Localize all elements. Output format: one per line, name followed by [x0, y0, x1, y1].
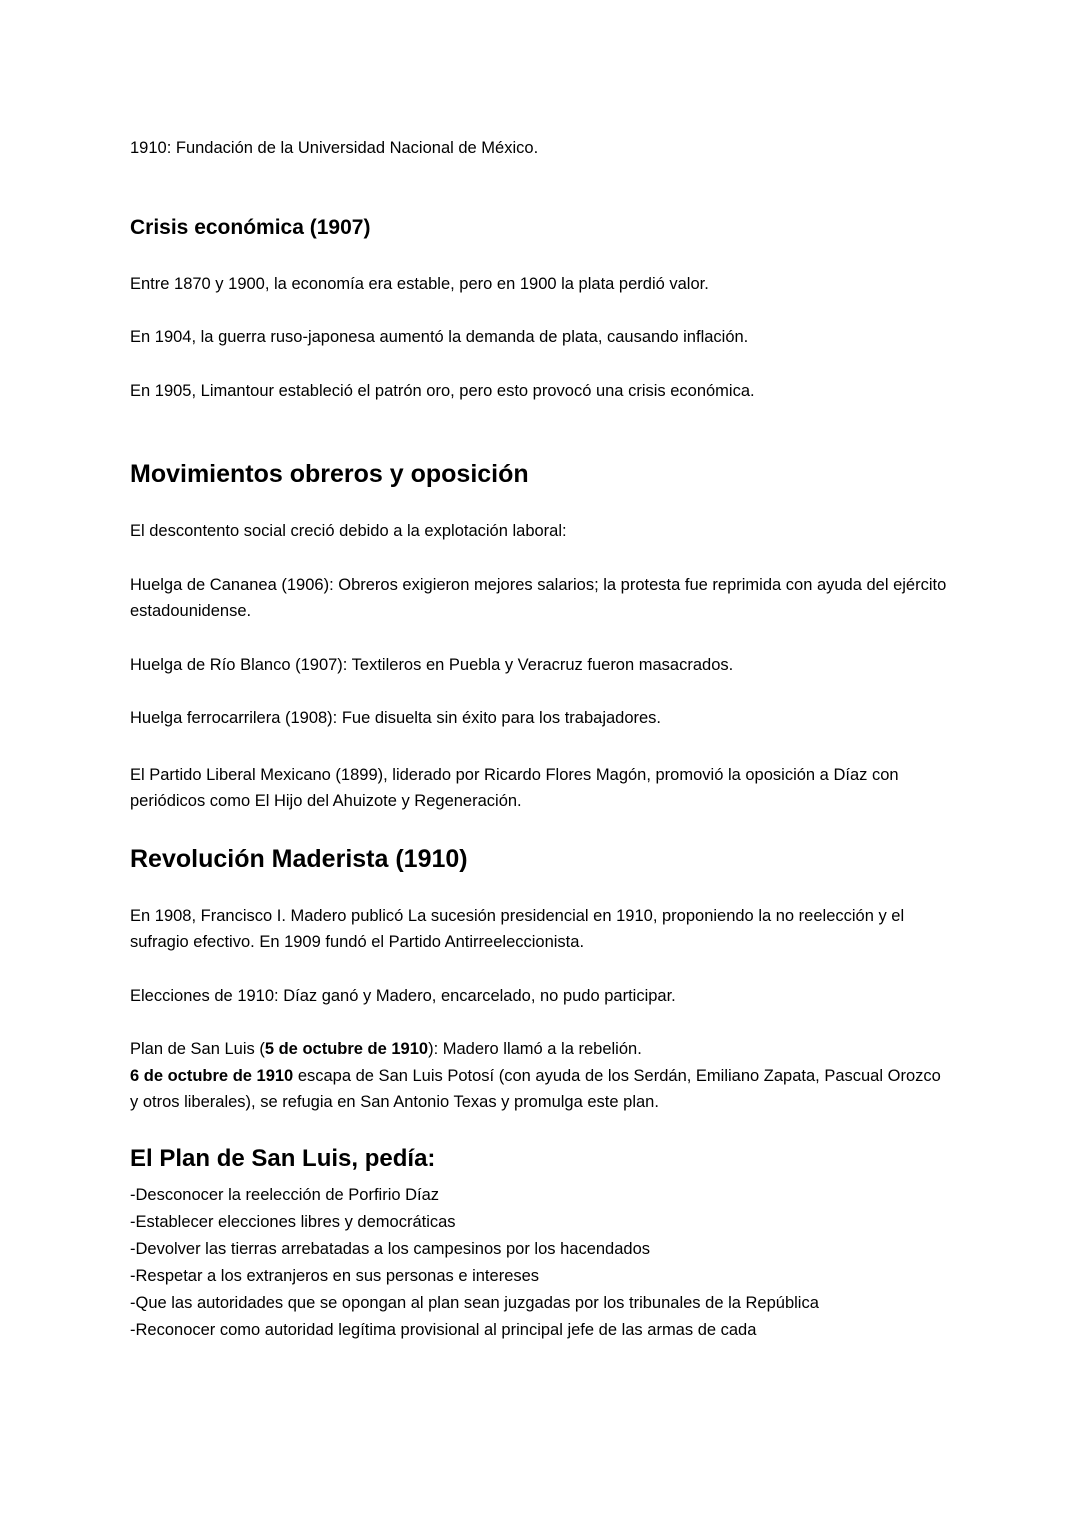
- heading-revolucion-maderista: Revolución Maderista (1910): [130, 844, 468, 873]
- text-segment: ): Madero llamó a la rebelión.: [428, 1040, 642, 1058]
- text-segment: Plan de San Luis (: [130, 1040, 265, 1058]
- list-item-desconocer-reeleccion: -Desconocer la reelección de Porfirio Díaz: [130, 1185, 440, 1204]
- heading-movimientos-obreros: Movimientos obreros y oposición: [130, 460, 529, 488]
- list-item-autoridades-juzgadas: -Que las autoridades que se opongan al plan sean juzgadas por los tribunales de la República: [130, 1293, 819, 1312]
- paragraph-huelga-cananea: Huelga de Cananea (1906): Obreros exigieron mejores salarios; la protesta fue reprimida con ayuda del ejército estadounidense.: [130, 575, 947, 620]
- paragraph-elecciones-1910: Elecciones de 1910: Díaz ganó y Madero, encarcelado, no pudo participar.: [130, 986, 676, 1005]
- list-item-devolver-tierras: -Devolver las tierras arrebatadas a los campesinos por los hacendados: [130, 1239, 651, 1258]
- paragraph-limantour: En 1905, Limantour estableció el patrón oro, pero esto provocó una crisis económica.: [130, 381, 755, 400]
- paragraph-huelga-ferrocarrilera: Huelga ferrocarrilera (1908): Fue disuelta sin éxito para los trabajadores.: [130, 709, 662, 727]
- paragraph-partido-liberal: El Partido Liberal Mexicano (1899), liderado por Ricardo Flores Magón, promovió la oposición a Díaz con periódicos como El Hijo del Ahuizote y Regeneración.: [130, 765, 899, 810]
- text-segment-bold-date-6-oct: 6 de octubre de 1910: [130, 1066, 294, 1085]
- list-item-respetar-extranjeros: -Respetar a los extranjeros en sus personas e intereses: [130, 1266, 540, 1285]
- plan-demands-list: [130, 1182, 952, 1344]
- text-segment-bold-date-5-oct: 5 de octubre de 1910: [264, 1040, 429, 1058]
- paragraph-madero-libro: En 1908, Francisco I. Madero publicó La sucesión presidencial en 1910, proponiendo la no reelección y el sufragio efectivo. En 1909 fundó el Partido Antirreeleccionista.: [130, 906, 905, 951]
- paragraph-economia-estable: Entre 1870 y 1900, la economía era estable, pero en 1900 la plata perdió valor.: [130, 274, 709, 293]
- paragraph-descontento: El descontento social creció debido a la explotación laboral:: [130, 522, 567, 540]
- text-segment: escapa de San Luis Potosí (con ayuda de los Serdán, Emiliano Zapata, Pascual Orozco y otros liberales), se refugia en San Antonio Texas y promulga este plan.: [130, 1066, 941, 1111]
- paragraph-universidad: 1910: Fundación de la Universidad Nacional de México.: [130, 139, 539, 157]
- list-item-elecciones-libres: -Establecer elecciones libres y democráticas: [130, 1212, 456, 1231]
- paragraph-guerra-rusojaponesa: En 1904, la guerra ruso-japonesa aumentó la demanda de plata, causando inflación.: [130, 328, 749, 346]
- paragraph-plan-san-luis: [130, 1036, 952, 1116]
- paragraph-huelga-rio-blanco: Huelga de Río Blanco (1907): Textileros en Puebla y Veracruz fueron masacrados.: [130, 655, 734, 674]
- heading-plan-san-luis-pedia: El Plan de San Luis, pedía:: [130, 1144, 436, 1172]
- heading-crisis-economica: Crisis económica (1907): [130, 215, 371, 239]
- list-item-reconocer-autoridad: -Reconocer como autoridad legítima provisional al principal jefe de las armas de cada: [130, 1320, 757, 1339]
